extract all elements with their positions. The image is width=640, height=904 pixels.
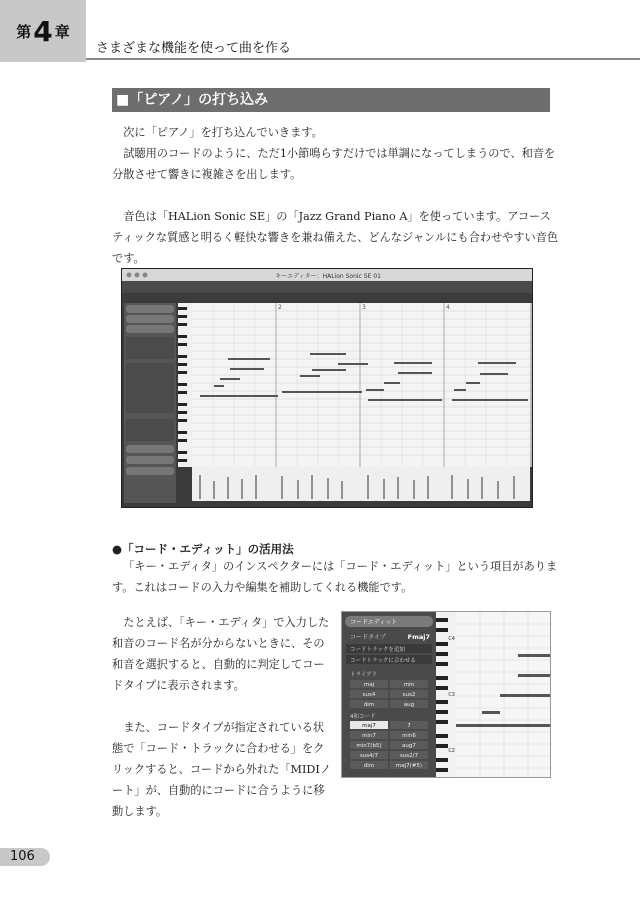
chord-button[interactable]: 7 xyxy=(407,723,411,729)
key-label: C4 xyxy=(448,636,455,642)
chord-button[interactable]: sus4 xyxy=(362,692,376,698)
key-label: C3 xyxy=(448,692,455,698)
key-editor-screenshot xyxy=(121,268,533,508)
triad-label: トライアド xyxy=(350,672,378,678)
ruler-number: 2 xyxy=(278,304,282,311)
chord-button[interactable]: aug xyxy=(403,702,415,708)
chord-button[interactable]: dim xyxy=(363,763,375,769)
paragraph: たとえば、「キー・エディタ」で入力した和音のコード名が分からないときに、その和音を選択すると、自動的に判定してコードタイプに表示されます。 xyxy=(112,616,330,692)
section-heading: ■「ピアノ」の打ち込み xyxy=(112,88,550,112)
add-chord-track-button[interactable]: コードトラックを追加 xyxy=(350,647,405,653)
chapter-suffix: 章 xyxy=(54,22,70,41)
subsection-intro xyxy=(112,556,560,598)
subsection-heading: ●「コード・エディット」の活用法 xyxy=(112,542,294,556)
section-body xyxy=(112,122,560,269)
chord-button[interactable]: maj xyxy=(363,682,375,688)
paragraph: 次に「ピアノ」を打ち込んでいきます。 xyxy=(123,126,323,139)
chord-button[interactable]: sus2 xyxy=(402,692,416,698)
chapter-title: さまざまな機能を使って曲を作る xyxy=(96,41,292,56)
paragraph: また、コードタイプが指定されている状態で「コード・トラックに合わせる」をクリックすると、コードから外れた「MIDIノート」が、自動的にコードに合うように移動します。 xyxy=(112,721,332,818)
chord-button[interactable]: min7 xyxy=(362,733,376,739)
key-label: C2 xyxy=(448,748,455,754)
chapter-prefix: 第 xyxy=(16,22,32,41)
paragraph: 試聴用のコードのように、ただ1小節鳴らすだけでは単調になってしまうので、和音を分散させて響きに複雑さを出します。 xyxy=(112,147,556,181)
chord-edit-screenshot xyxy=(341,611,551,778)
chord-button[interactable]: maj7(#5) xyxy=(395,763,423,769)
header-rule xyxy=(86,58,640,60)
chord-button[interactable]: sus2/7 xyxy=(399,753,419,759)
chord-button-selected[interactable]: maj7 xyxy=(362,723,376,729)
chord-button[interactable]: aug7 xyxy=(402,743,416,749)
chord-edit-image xyxy=(342,612,550,777)
key-editor-image xyxy=(122,269,533,508)
ruler-number: 3 xyxy=(362,304,366,311)
chapter-tab xyxy=(0,0,86,62)
chord-button[interactable]: dim xyxy=(363,702,375,708)
panel-header: コードエディット xyxy=(350,619,398,626)
paragraph: 音色は「HALion Sonic SE」の「Jazz Grand Piano A」を使っています。アコースティックな質感と明るく軽快な響きを兼ね備えた、どんなジャンルにも合わせやすい音色です。 xyxy=(112,210,559,265)
chord-button[interactable]: min6 xyxy=(402,733,416,739)
fit-chord-track-button[interactable]: コードトラックに合わせる xyxy=(350,658,416,664)
window-title: キーエディター：HALion Sonic SE 01 xyxy=(275,273,381,280)
ruler-number: 4 xyxy=(446,304,450,311)
chapter-number: 4 xyxy=(33,14,53,48)
chord-button[interactable]: min xyxy=(403,682,415,688)
four-note-label: 4和コード xyxy=(350,714,376,720)
chord-type-value: Fmaj7 xyxy=(407,633,430,641)
chord-button[interactable]: min7(b5) xyxy=(356,743,382,749)
chord-button[interactable]: sus4/7 xyxy=(359,753,379,759)
paragraph: 「キー・エディタ」のインスペクターには「コード・エディット」という項目があります。これはコードの入力や編集を補助してくれる機能です。 xyxy=(112,560,558,594)
chord-type-label: コードタイプ xyxy=(350,634,386,641)
subsection-body xyxy=(112,612,332,822)
page-number: 106 xyxy=(0,848,50,866)
